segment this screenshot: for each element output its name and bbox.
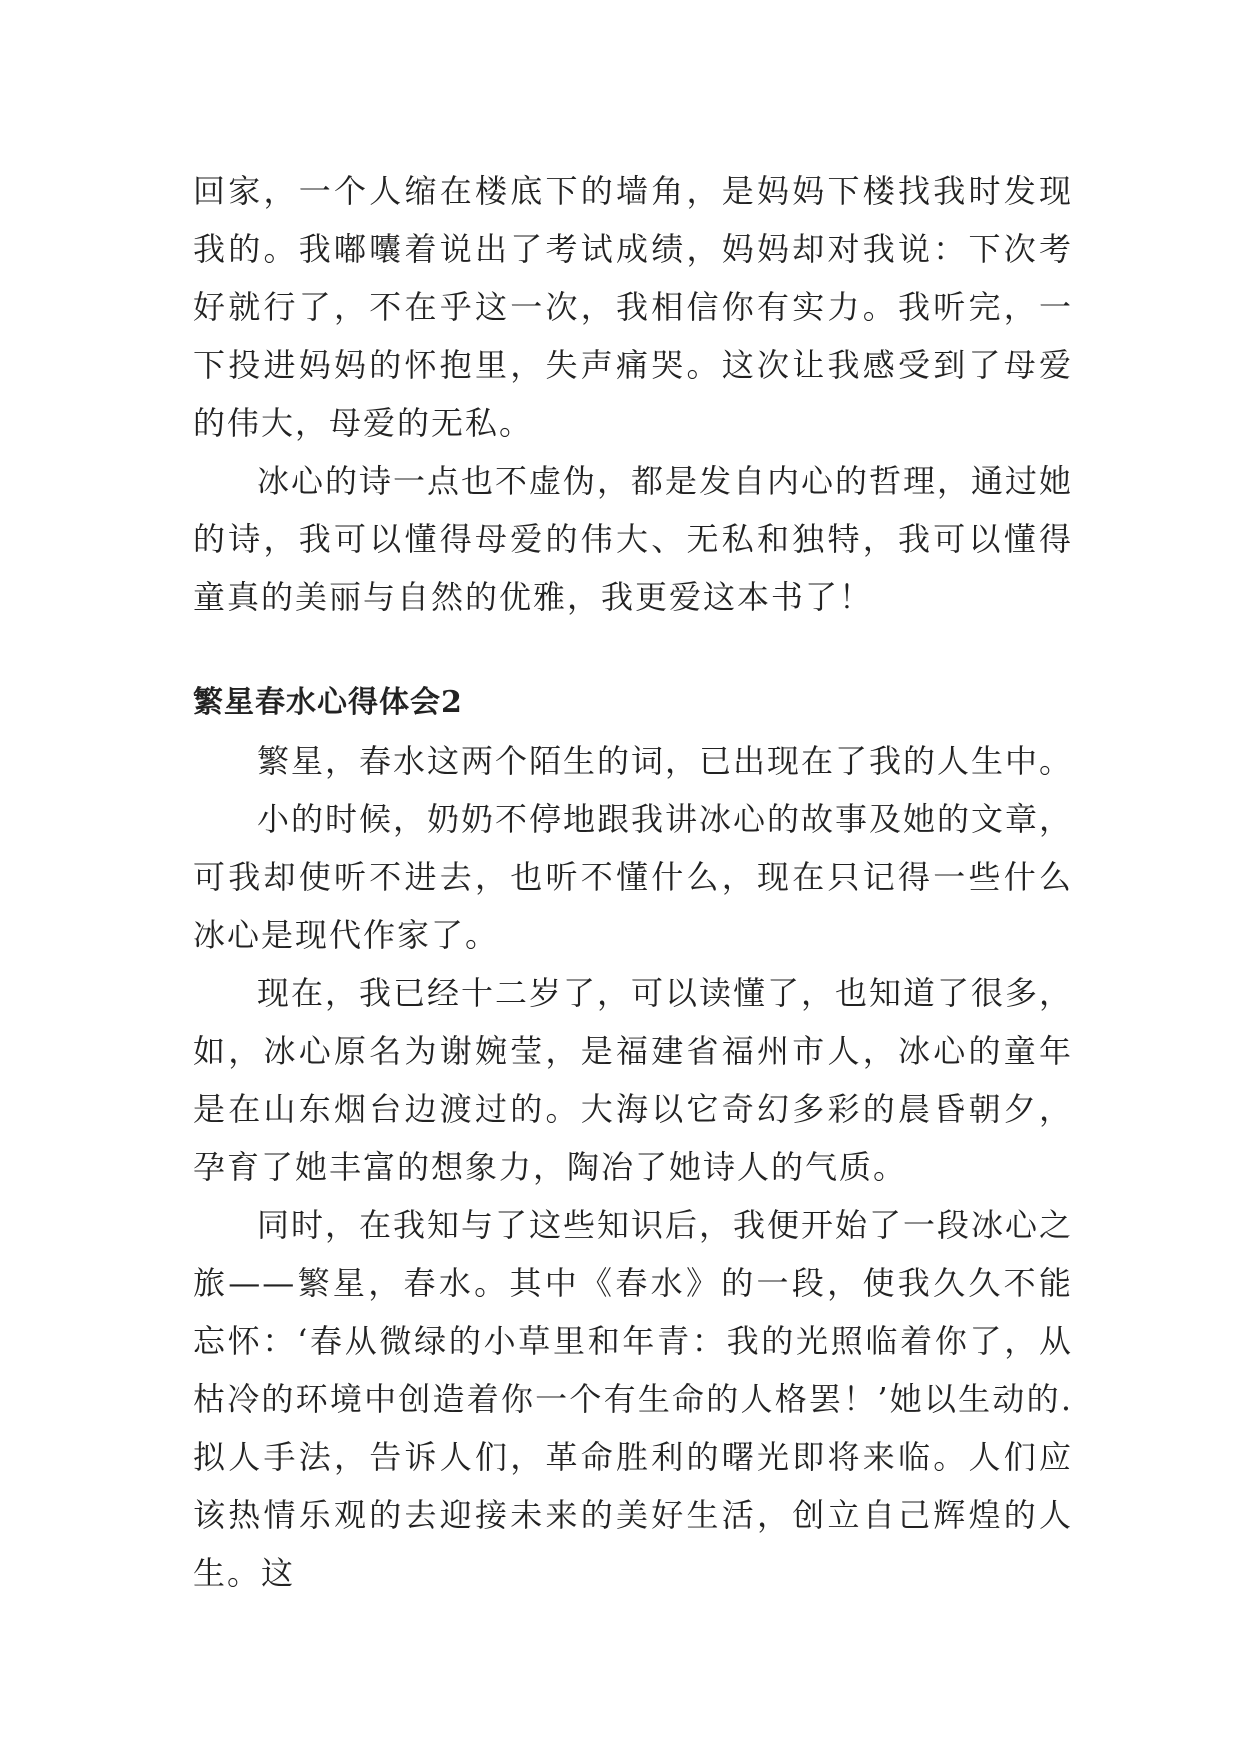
section-heading: 繁星春水心得体会2 (193, 685, 463, 720)
document-body (193, 162, 1073, 1602)
paragraph: 回家，一个人缩在楼底下的墙角，是妈妈下楼找我时发现我的。我嘟囔着说出了考试成绩，妈妈却对我说：下次考好就行了，不在乎这一次，我相信你有实力。我听完，一下投进妈妈的怀抱里，失声痛哭。这次让我感受到了母爱的伟大，母爱的无私。 (193, 172, 1073, 442)
paragraph: 现在，我已经十二岁了，可以读懂了，也知道了很多，如，冰心原名为谢婉莹，是福建省福州市人，冰心的童年是在山东烟台边渡过的。大海以它奇幻多彩的晨昏朝夕，孕育了她丰富的想象力，陶冶了她诗人的气质。 (193, 974, 1074, 1186)
paragraph: 冰心的诗一点也不虚伪，都是发自内心的哲理，通过她的诗，我可以懂得母爱的伟大、无私和独特，我可以懂得童真的美丽与自然的优雅，我更爱这本书了！ (193, 462, 1074, 616)
paragraph: 同时，在我知与了这些知识后，我便开始了一段冰心之旅——繁星，春水。其中《春水》的一段，使我久久不能忘怀：‘春从微绿的小草里和年青：我的光照临着你了，从枯冷的环境中创造着你一个有生命的人格罢！’她以生动的.拟人手法，告诉人们，革命胜利的曙光即将来临。人们应该热情乐观的去迎接未来的美好生活，创立自己辉煌的人生。这 (193, 1206, 1074, 1592)
paragraph: 繁星，春水这两个陌生的词，已出现在了我的人生中。 (257, 742, 1074, 780)
paragraph: 小的时候，奶奶不停地跟我讲冰心的故事及她的文章，可我却使听不进去，也听不懂什么，现在只记得一些什么冰心是现代作家了。 (193, 800, 1074, 954)
